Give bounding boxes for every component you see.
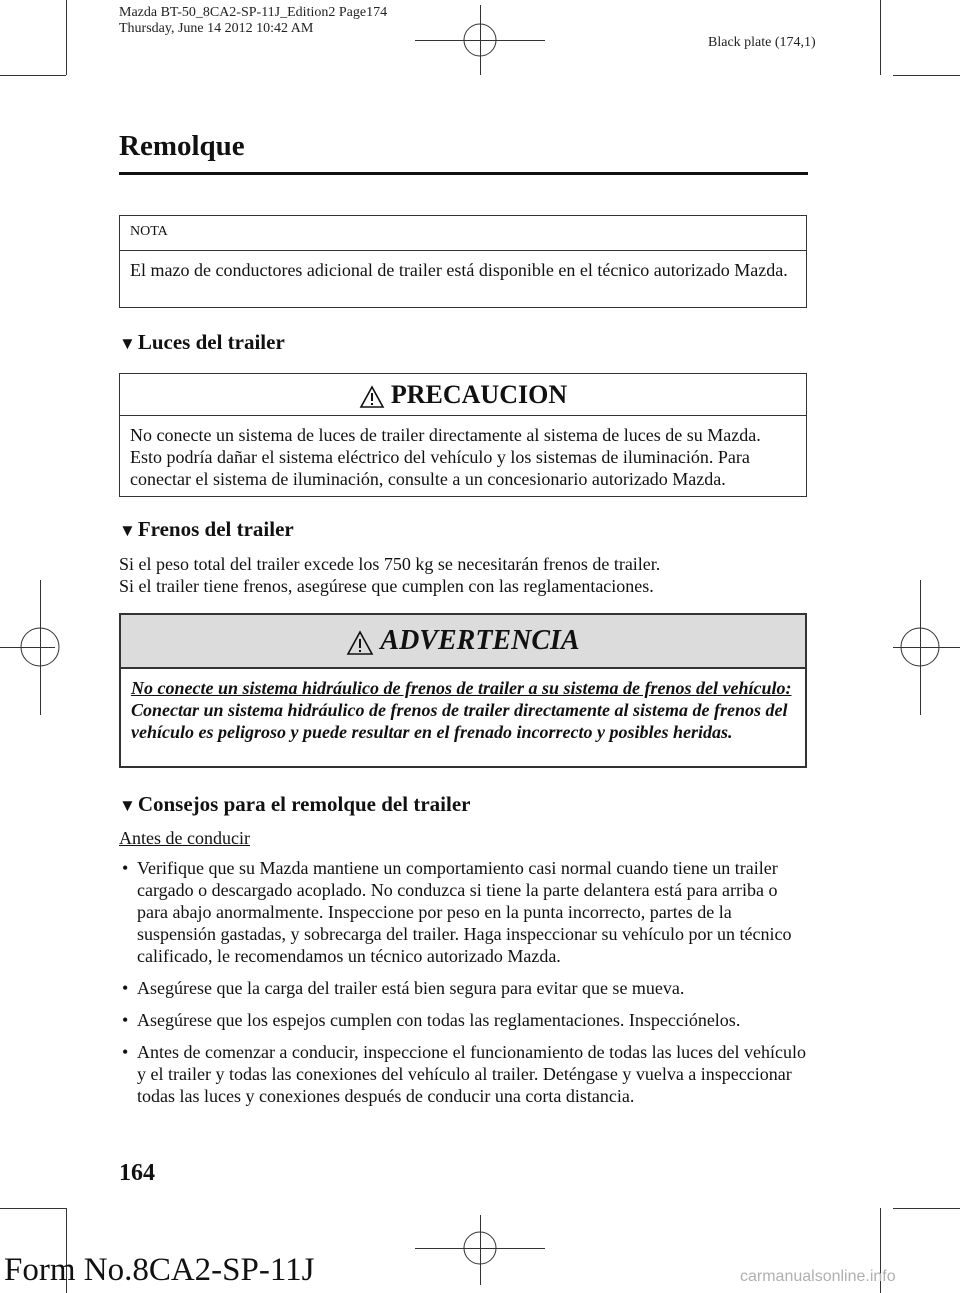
print-header-line2: Thursday, June 14 2012 10:42 AM <box>119 21 314 36</box>
triangle-down-icon: ▼ <box>119 334 136 353</box>
registration-mark-top <box>463 23 497 57</box>
warning-triangle-icon <box>346 630 374 656</box>
bullet-dot-icon: • <box>122 1042 129 1062</box>
frenos-line1: Si el peso total del trailer excede los 750 kg se necesitarán frenos de trailer. <box>119 554 661 574</box>
section-title-rule <box>119 172 808 175</box>
advertencia-title: ADVERTENCIA <box>380 625 580 656</box>
heading-consejos: ▼Consejos para el remolque del trailer <box>119 792 471 816</box>
list-item: • Antes de comenzar a conducir, inspeccione el funcionamiento de todas las luces del vehículo y el trailer y todas las conexiones del vehículo al trailer. Deténgase y vuelva a inspeccionar todas las luces y conexiones después de conducir una corta distancia. <box>122 1042 807 1106</box>
advertencia-lead: No conecte un sistema hidráulico de frenos de trailer a su sistema de frenos del vehículo: <box>131 678 792 698</box>
section-title: Remolque <box>119 130 245 162</box>
precaucion-title: PRECAUCION <box>390 380 568 409</box>
registration-mark-right <box>900 627 940 667</box>
watermark: carmanualsonline.info <box>740 1268 896 1285</box>
registration-mark-bottom <box>463 1231 497 1265</box>
list-item: • Asegúrese que la carga del trailer está bien segura para evitar que se mueva. <box>122 978 685 998</box>
warning-triangle-icon <box>359 385 385 409</box>
print-header-line1: Mazda BT-50_8CA2-SP-11J_Edition2 Page174 <box>119 5 388 20</box>
consejos-list <box>119 857 809 1117</box>
list-item: • Verifique que su Mazda mantiene un comportamiento casi normal cuando tiene un trailer cargado o descargado acoplado. No conduzca si tiene la parte delantera está para arriba o para abajo anormalmente. Inspeccione por peso en la punta incorrecto, partes de la suspensión gastadas, y sobrecarga del trailer. Haga inspeccionar su vehículo por un técnico calificado, le recomendamos un técnico autorizado Mazda. <box>122 858 792 966</box>
advertencia-text: Conectar un sistema hidráulico de frenos de trailer directamente al sistema de frenos del vehículo es peligroso y puede resultar en el frenado incorrecto y posibles heridas. <box>131 700 788 742</box>
bullet-dot-icon: • <box>122 858 129 878</box>
heading-luces: ▼Luces del trailer <box>119 330 285 354</box>
consejos-subheading: Antes de conducir <box>119 828 250 848</box>
precaucion-text: No conecte un sistema de luces de trailer directamente al sistema de luces de su Mazda. Esto podría dañar el sistema eléctrico del vehículo y los sistemas de iluminación. Para conectar el sistema de iluminación, consulte a un concesionario autorizado Mazda. <box>130 425 761 489</box>
registration-mark-left <box>20 627 60 667</box>
bullet-dot-icon: • <box>122 1010 129 1030</box>
advertencia-title-wrap <box>346 625 579 656</box>
heading-frenos: ▼Frenos del trailer <box>119 517 294 541</box>
page-number: 164 <box>119 1160 155 1186</box>
frenos-line2: Si el trailer tiene frenos, asegúrese que cumplen con las reglamentaciones. <box>119 576 654 596</box>
nota-label: NOTA <box>120 216 806 251</box>
nota-text: El mazo de conductores adicional de trailer está disponible en el técnico autorizado Mazda. <box>130 260 788 280</box>
triangle-down-icon: ▼ <box>119 521 136 540</box>
precaucion-title-wrap <box>359 380 567 409</box>
advertencia-box <box>119 613 807 768</box>
form-number: Form No.8CA2-SP-11J <box>4 1252 315 1288</box>
precaucion-box <box>119 373 807 497</box>
nota-box <box>119 215 807 308</box>
bullet-dot-icon: • <box>122 978 129 998</box>
list-item: • Asegúrese que los espejos cumplen con todas las reglamentaciones. Inspecciónelos. <box>122 1010 741 1030</box>
triangle-down-icon: ▼ <box>119 796 136 815</box>
print-header-plate: Black plate (174,1) <box>708 35 816 50</box>
